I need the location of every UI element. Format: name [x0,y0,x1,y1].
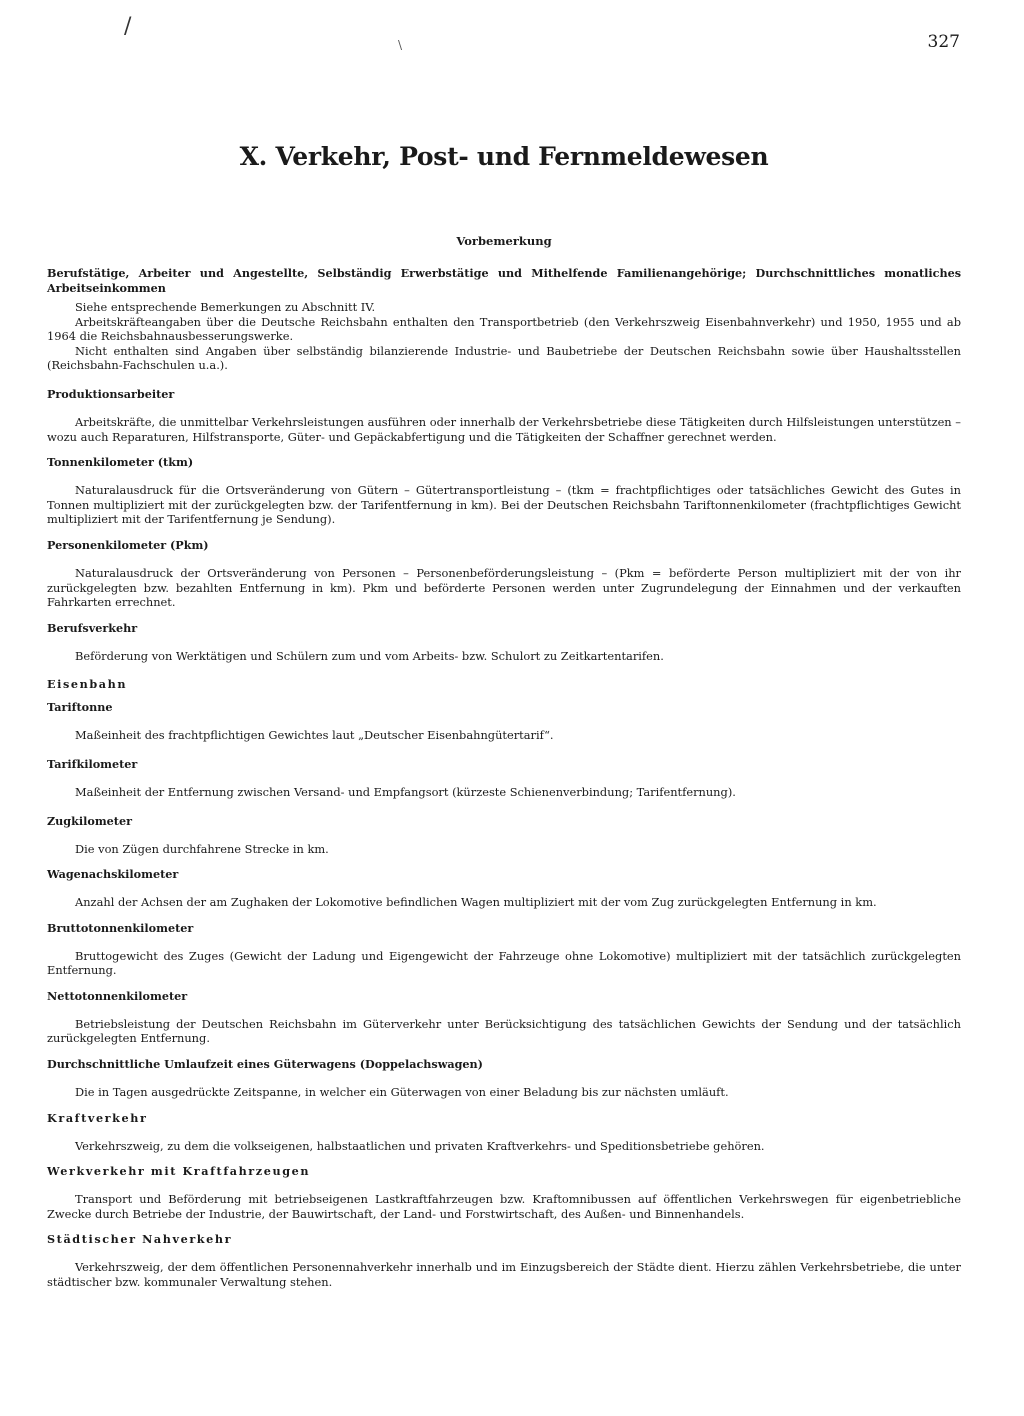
section-text: Transport und Beförderung mit betriebseigenen Lastkraftfahrzeugen bzw. Kraftomnibussen auf öffentlichen Verkehrswegen für eigenbetriebliche Zwecke durch Betriebe der Industrie, der Bauwirtschaft, der Land- und Forstwirtschaft, des Außen- und Binnenhandels. [47,1192,961,1221]
section-zugkilometer [47,814,961,857]
section-text: Verkehrszweig, der dem öffentlichen Personennahverkehr innerhalb und im Einzugsbereich der Städte dient. Hierzu zählen Verkehrsbetriebe, die unter städtischer bzw. kommunaler Verwaltung stehen. [47,1260,961,1290]
section-heading: Wagenachskilometer [47,867,179,882]
section-text: Die in Tagen ausgedrückte Zeitspanne, in welcher ein Güterwagen von einer Beladung bis zur nächsten umläuft. [75,1085,729,1100]
preface-title: Vorbemerkung [456,234,552,248]
section-heading: Städtischer Nahverkehr [47,1232,233,1247]
section-eisenbahn [47,677,961,692]
section-nettotonnenkilometer [47,989,961,1046]
section-heading: Tariftonne [47,700,113,715]
intro-paragraph: Siehe entsprechende Bemerkungen zu Abschnitt IV. [75,300,376,314]
section-text: Anzahl der Achsen der am Zughaken der Lokomotive befindlichen Wagen multipliziert mit der vom Zug zurückgelegten Entfernung in km. [75,895,877,910]
section-text: Verkehrszweig, zu dem die volkseigenen, halbstaatlichen und privaten Kraftverkehrs- und Speditionsbetriebe gehören. [75,1138,765,1153]
section-text: Maßeinheit des frachtpflichtigen Gewichtes laut „Deutscher Eisenbahngütertarif“. [75,728,554,743]
section-tarifkilometer [47,757,961,800]
intro-paragraph: Arbeitskräfteangaben über die Deutsche Reichsbahn enthalten den Transportbetrieb (den Verkehrszweig Eisenbahnverkehr) und 1950, 1955 und ab 1964 die Reichsbahnausbesserungswerke. [47,314,961,344]
section-text: Beförderung von Werktätigen und Schülern zum und vom Arbeits- bzw. Schulort zu Zeitkartentarifen. [75,648,664,663]
section-heading: Kraftverkehr [47,1110,148,1125]
chapter-title: X. Verkehr, Post- und Fernmeldewesen [239,142,769,171]
section-heading: Eisenbahn [47,677,128,692]
section-text: Betriebsleistung der Deutschen Reichsbahn im Güterverkehr unter Berücksichtigung des tatsächlichen Gewichts der Sendung und der tatsächlich zurückgelegten Entfernung. [47,1016,961,1046]
scan-mark-stroke: / [124,14,132,39]
section-heading: Nettotonnenkilometer [47,988,188,1003]
intro-paragraph: Nicht enthalten sind Angaben über selbständig bilanzierende Industrie- und Baubetriebe der Deutschen Reichsbahn sowie über Haushaltsstellen (Reichsbahn-Fachschulen u.a.). [47,343,961,373]
section-umlaufzeit [47,1057,961,1100]
section-werkverkehr [47,1164,961,1221]
intro-heading: Berufstätige, Arbeiter und Angestellte, Selbständig Erwerbstätige und Mithelfende Familienangehörige; Durchschnittliches monatliches Arbeitseinkommen [47,266,961,295]
section-berufsverkehr [47,621,961,664]
section-heading: Bruttotonnenkilometer [47,920,194,935]
section-heading: Berufsverkehr [47,620,138,635]
section-text: Bruttogewicht des Zuges (Gewicht der Ladung und Eigengewicht der Fahrzeuge ohne Lokomotive) multipliziert mit der tatsächlich zurückgelegten Entfernung. [47,948,961,978]
section-nahverkehr [47,1232,961,1289]
section-bruttotonnenkilometer [47,921,961,978]
section-heading: Werkverkehr mit Kraftfahrzeugen [47,1164,311,1179]
section-produktionsarbeiter [47,387,961,444]
section-text: Maßeinheit der Entfernung zwischen Versand- und Empfangsort (kürzeste Schienenverbindung; Tarifentfernung). [75,784,736,799]
section-wagenachskilometer [47,867,961,910]
section-heading: Tonnenkilometer (tkm) [47,455,194,470]
section-heading: Zugkilometer [47,813,132,828]
section-heading: Produktionsarbeiter [47,386,175,401]
section-heading: Durchschnittliche Umlaufzeit eines Güterwagens (Doppelachswagen) [47,1057,483,1072]
section-tariftonne [47,700,961,743]
section-heading: Tarifkilometer [47,756,138,771]
page-number: 327 [927,32,960,52]
section-heading: Personenkilometer (Pkm) [47,537,209,552]
scan-mark-tick: \ [398,38,403,52]
section-tonnenkilometer [47,455,961,527]
section-personenkilometer [47,538,961,610]
section-text: Die von Zügen durchfahrene Strecke in km. [75,841,329,856]
section-text: Arbeitskräfte, die unmittelbar Verkehrsleistungen ausführen oder innerhalb der Verkehrsbetriebe diese Tätigkeiten durch Hilfsleistungen unterstützen – wozu auch Reparaturen, Hilfstransporte, Güter- und Gepäckabfertigung und die Tätigkeiten der Schaffner gerechnet werden. [47,414,961,444]
section-text: Naturalausdruck für die Ortsveränderung von Gütern – Gütertransportleistung – (tkm = frachtpflichtiges oder tatsächliches Gewicht des Gutes in Tonnen multipliziert mit der zurückgelegten bzw. der Tarifentfernung in km). Bei der Deutschen Reichsbahn Tariftonnenkilometer (frachtpflichtiges Gewicht multipliziert mit der Tarifentfernung je Sendung). [47,483,961,527]
section-text: Naturalausdruck der Ortsveränderung von Personen – Personenbeförderungsleistung – (Pkm = beförderte Person multipliziert mit der von ihr zurückgelegten bzw. bezahlten Entfernung in km). Pkm und beförderte Personen werden unter Zugrundelegung der Einnahmen und der verkauften Fahrkarten errechnet. [47,565,961,610]
section-kraftverkehr [47,1111,961,1154]
intro-section [47,266,961,373]
text-flow [47,266,961,1290]
